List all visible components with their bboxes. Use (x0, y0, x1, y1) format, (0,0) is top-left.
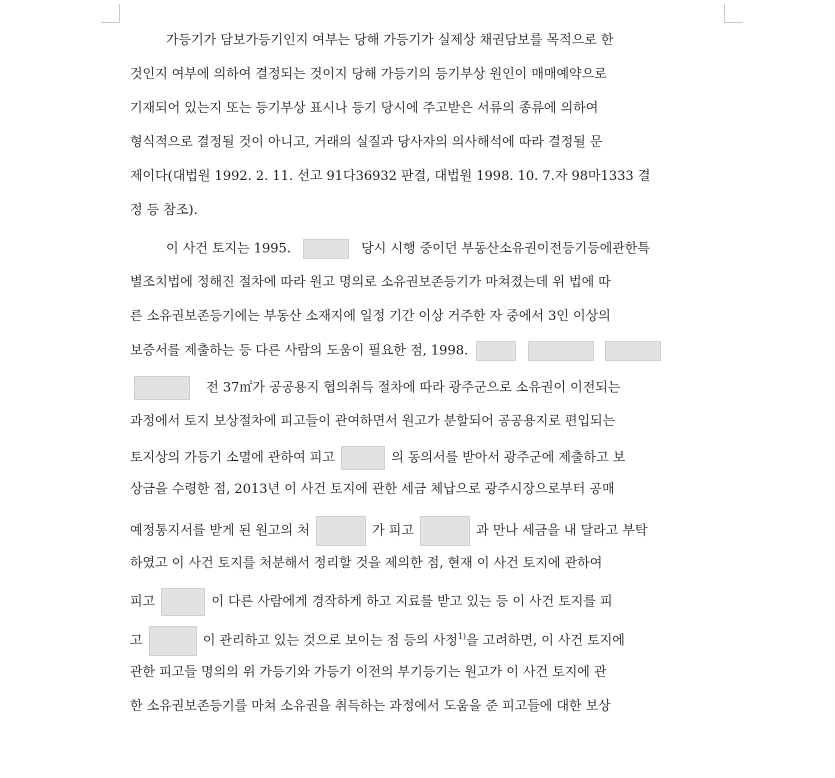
paragraph-2-line-5 (134, 376, 620, 396)
text-segment: 피고 (130, 594, 156, 610)
redaction-box (316, 516, 366, 546)
text-segment: 이 사건 토지는 1995. (166, 241, 291, 257)
paragraph-2-line-10: 하였고 이 사건 토지를 처분해서 정리할 것을 제의한 점, 현재 이 사건 토지에 관하여 (130, 556, 603, 571)
paragraph-2-line-6: 과정에서 토지 보상절차에 피고들이 관여하면서 원고가 분할되어 공공용지로 편입되는 (130, 414, 616, 429)
redaction-box (303, 239, 349, 259)
text-segment: 보증서를 제출하는 등 다른 사람의 도움이 필요한 점, 1998. (130, 343, 469, 359)
redaction-box (134, 376, 190, 400)
paragraph-2-line-9 (130, 516, 648, 539)
redaction-box (605, 341, 661, 361)
text-segment: 당시 시행 중이던 부동산소유권이전등기등에관한특 (361, 241, 650, 257)
text-segment: 예정통지서를 받게 된 원고의 처 (130, 523, 310, 539)
paragraph-2-line-14: 한 소유권보존등기를 마쳐 소유권을 취득하는 과정에서 도움을 준 피고들에 대한 보상 (130, 699, 611, 714)
redaction-box (420, 516, 470, 546)
text-segment: 고 (130, 633, 143, 649)
text-segment: 가 피고 (372, 523, 414, 539)
crop-mark-right (724, 4, 743, 23)
paragraph-2-line-7 (130, 446, 625, 466)
footnote-reference[interactable]: 1) (457, 632, 467, 642)
paragraph-1-line-4: 형식적으로 결정될 것이 아니고, 거래의 실질과 당사자의 의사해석에 따라 결정될 문 (130, 135, 603, 150)
paragraph-1-line-3: 기재되어 있는지 또는 등기부상 표시나 등기 당시에 주고받은 서류의 종류에 의하여 (130, 101, 599, 116)
redaction-box (528, 341, 594, 361)
text-segment: 의 동의서를 받아서 광주군에 제출하고 보 (391, 450, 626, 466)
redaction-box (149, 626, 197, 656)
paragraph-1-line-2: 것인지 여부에 의하여 결정되는 것이지 당해 가등기의 등기부상 원인이 매매예약으로 (130, 67, 607, 82)
text-segment: 이 관리하고 있는 것으로 보이는 점 등의 사정 (202, 633, 458, 649)
paragraph-2-line-2: 별조치법에 정해진 절차에 따라 원고 명의로 소유권보존등기가 마쳐졌는데 위 법에 따 (130, 275, 611, 290)
text-segment: 이 다른 사람에게 경작하게 하고 지료를 받고 있는 등 이 사건 토지를 피 (211, 594, 613, 610)
paragraph-2-line-3: 른 소유권보존등기에는 부동산 소재지에 일정 기간 이상 거주한 자 중에서 3인 이상의 (130, 309, 611, 324)
paragraph-1-line-1: 가등기가 담보가등기인지 여부는 당해 가등기가 실제상 채권담보를 목적으로 한 (166, 33, 614, 48)
crop-mark-left (101, 4, 120, 23)
paragraph-1-line-5: 제이다(대법원 1992. 2. 11. 선고 91다36932 판결, 대법원 1998. 10. 7.자 98마1333 결 (130, 169, 651, 184)
text-segment: 전 37㎡가 공공용지 협의취득 절차에 따라 광주군으로 소유권이 이전되는 (206, 380, 621, 396)
redaction-box (161, 588, 205, 616)
paragraph-2-line-11 (130, 588, 613, 608)
paragraph-2-line-8: 상금을 수령한 점, 2013년 이 사건 토지에 관한 세금 체납으로 광주시장으로부터 공매 (130, 482, 615, 497)
text-segment: 과 만나 세금을 내 달라고 부탁 (476, 523, 648, 539)
text-segment: 을 고려하면, 이 사건 토지에 (466, 633, 625, 649)
redaction-box (341, 446, 385, 470)
redaction-box (476, 341, 516, 361)
paragraph-2-line-13: 관한 피고들 명의의 위 가등기와 가등기 이전의 부기등기는 원고가 이 사건 토지에 관 (130, 665, 607, 680)
paragraph-2-line-12 (130, 626, 625, 649)
paragraph-2-line-4 (130, 341, 661, 361)
text-segment: 토지상의 가등기 소멸에 관하여 피고 (130, 450, 335, 466)
paragraph-2-line-1 (166, 239, 650, 259)
paragraph-1-line-6: 정 등 참조). (130, 203, 198, 218)
